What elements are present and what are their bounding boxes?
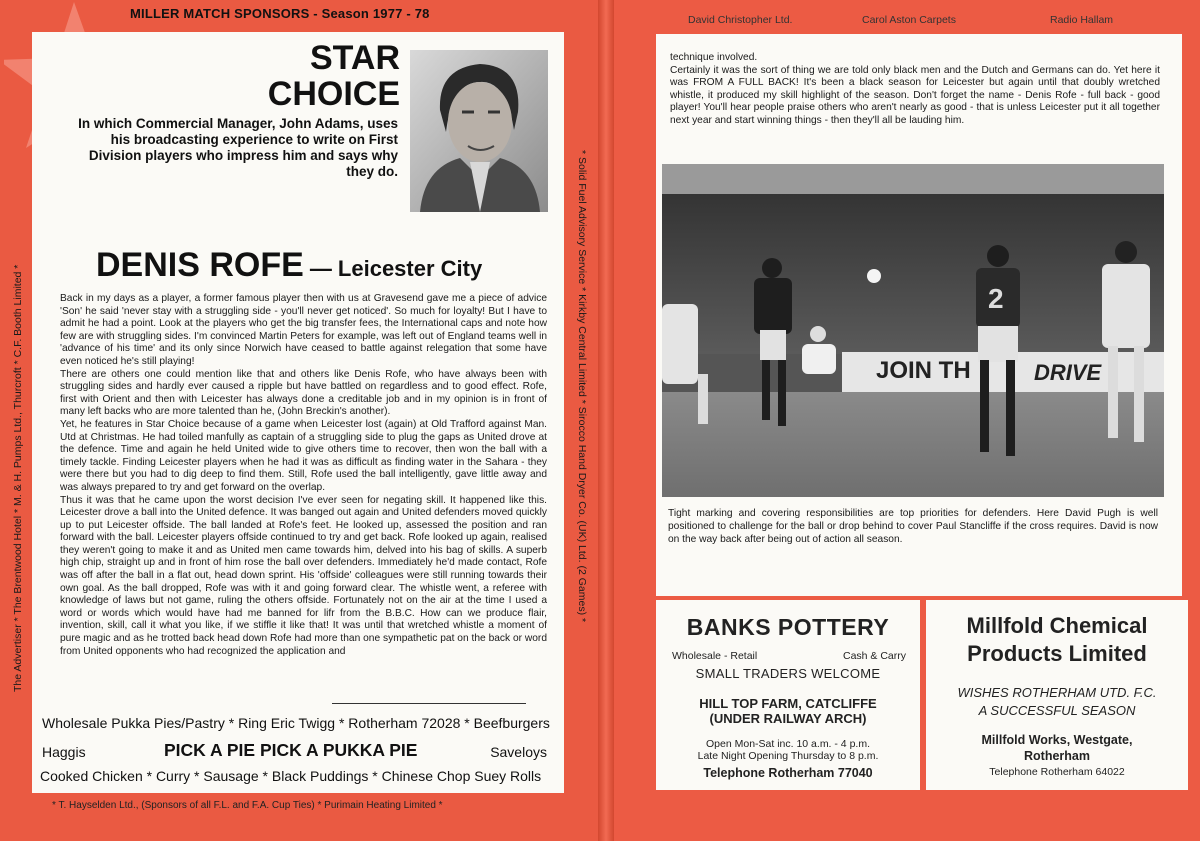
article-paragraph: There are others one could mention like that and others like Denis Rofe, who have always been with struggling sides and hardly ever caused a ripple but have battled on regardless and to good effect. Rofe, first with Orient and then with Leicester has always done a creditable job and in my opinion is in front of many left backs who are more talented than he, (John Breckin's another). — [60, 368, 547, 418]
millfold-wish-line1: WISHES ROTHERHAM UTD. F.C. — [957, 685, 1157, 700]
article-continuation: technique involved. Certainly it was the sort of thing we are told only black men and the Dutch and Germans can do. Yet here it was FROM A FULL BACK! It's been a black season for Leicester but again until that doubly wretched whistle, it produced my skill highlight of the season. Don't forget the name - Denis Rofe - full back - good player! You'll hear people praise others who aren't nearly as good - that is unless Leicester put it all together next year and start winning things - then they'll all be lauding him. — [670, 52, 1160, 126]
author-portrait — [410, 50, 548, 212]
millfold-telephone: Telephone Rotherham 64022 — [989, 766, 1125, 778]
feature-title-line1: STAR — [309, 39, 400, 77]
board-text: DRIVE — [1034, 360, 1102, 385]
banks-telephone: Telephone Rotherham 77040 — [703, 766, 873, 780]
left-margin-sponsors: The Advertiser * The Brentwood Hotel * M. & H. Pumps Ltd., Thurcroft * C.F. Booth Limited * — [12, 264, 24, 692]
banks-cash-carry: Cash & Carry — [842, 650, 906, 662]
pie-ad-saveloys: Saveloys — [490, 744, 547, 760]
millfold-address — [926, 732, 1188, 764]
banks-title: BANKS POTTERY — [686, 614, 890, 640]
match-photo — [662, 164, 1164, 497]
banks-small-traders: SMALL TRADERS WELCOME — [695, 666, 881, 681]
millfold-title — [926, 612, 1188, 668]
pie-ad-line3: Cooked Chicken * Curry * Sausage * Black Puddings * Chinese Chop Suey Rolls — [40, 768, 542, 784]
player-club: — Leicester City — [309, 256, 483, 281]
feature-title-line2: CHOICE — [267, 75, 400, 113]
pie-ad-line1: Wholesale Pukka Pies/Pastry * Ring Eric Twigg * Rotherham 72028 * Beefburgers — [42, 715, 550, 731]
bottom-sponsors: * T. Hayselden Ltd., (Sponsors of all F.L. and F.A. Cup Ties) * Purimain Heating Limited * — [52, 800, 443, 811]
millfold-wish-line2: A SUCCESSFUL SEASON — [978, 703, 1136, 718]
article-body — [60, 293, 547, 658]
pie-ad-slogan: PICK A PIE PICK A PUKKA PIE — [164, 740, 418, 760]
millfold-wish — [926, 684, 1188, 720]
top-sponsor: David Christopher Ltd. — [688, 14, 793, 26]
pie-ad-haggis: Haggis — [42, 744, 86, 760]
banks-address — [656, 696, 920, 726]
right-margin-sponsors: * Solid Fuel Advisory Service * Kirkby Central Limited * Sirocco Hand Dryer Co. (UK) Ltd. (2 Games) * — [576, 150, 588, 623]
page-gutter — [598, 0, 614, 841]
millfold-address-line1: Millfold Works, Westgate, — [981, 733, 1133, 747]
millfold-title-line1: Millfold Chemical — [966, 613, 1148, 638]
millfold-ad — [926, 600, 1188, 790]
banks-hours — [656, 738, 920, 762]
banks-address-line2: (UNDER RAILWAY ARCH) — [709, 711, 867, 726]
banks-hours-line2: Late Night Opening Thursday to 8 p.m. — [697, 750, 879, 762]
banks-hours-line1: Open Mon-Sat inc. 10 a.m. - 4 p.m. — [706, 738, 870, 750]
top-sponsor: Carol Aston Carpets — [862, 14, 956, 26]
millfold-address-line2: Rotherham — [1024, 749, 1090, 763]
article-paragraph: Thus it was that he came upon the worst decision I've ever seen for negating skill. It happened like this. Leicester drove a ball into the United defence. It was banged out again and United defenders moved quickly up to put Leicester offside. The ball landed at Rofe's feet. He looked up, assessed the position and ran forward with the ball. Leicester players offside continued to try and get back. Rofe looked up again, realised they weren't going to make it and as United men came towards him, delved into his bag of skills. A superb high chip, straight up and in front of him rose the ball over defenders. Immediately he'd made contact, Rofe was off after the ball in a flat out, head down sprint. His 'offside' colleagues were still running towards their own goal. As the ball dropped, Rofe was with it and going forward clear. The whistle went, a referee with knowledge of laws but not game, ruling the others offside. Fortunately not on the air at the time I used a word or words which would have had me banned for lifr from the B.B.C. How can we produce flair, invention, skill, call it what you like, if we stiffle it like that! It was until that wretched whistle a moment of pure magic and as he trotted back head down Rofe had more than one sympathetic pat on the back or word from United opponents who had recognized the application and — [60, 494, 547, 657]
banks-wholesale: Wholesale - Retail — [672, 650, 758, 662]
sponsors-banner: MILLER MATCH SPONSORS - Season 1977 - 78 — [130, 6, 430, 21]
banks-address-line1: HILL TOP FARM, CATCLIFFE — [699, 696, 877, 711]
feature-title — [230, 40, 400, 112]
article-headline — [96, 246, 482, 285]
photo-caption: Tight marking and covering responsibilities are top priorities for defenders. Here David Pugh is well positioned to challenge for the ball or drop behind to cover Paul Stancliffe if the cross requires. David is now on the way back after being out of action all season. — [668, 508, 1158, 545]
banks-pottery-ad — [656, 600, 920, 790]
top-sponsors — [640, 14, 1180, 28]
player-name: DENIS ROFE — [96, 246, 304, 284]
article-paragraph: Yet, he features in Star Choice because of a game when Leicester lost (again) at Old Trafford against Man. Utd at Christmas. He had toiled manfully as captain of a struggling side to plug the gaps as United drove at the defence. Time and again he held United wide to give others time to recover, then won the ball with a timely tackle. Finding Leicester players when he had it was as difficult as finding water in the Sahara - they were there but you had to dig deep to find them. Still, Rofe used the ball intelligently, gave little away and was always prepared to try and get forward on the overlap. — [60, 418, 547, 493]
article-paragraph: Back in my days as a player, a former famous player then with us at Gravesend gave me a piece of advice 'Son' he said 'never stay with a struggling side - you'll never get noticed'. So much for loyalty! But I have to admit he had a point. Look at the players who get the big transfer fees, the International caps and note how few are with struggling sides. I'm convinced Martin Peters for example, was left out of England teams well in 'advance of his time' and its only since Norwich have ceased to battle against relegation that some have even noticed he's still playing! — [60, 293, 547, 367]
svg-text:2: 2 — [988, 283, 1004, 314]
millfold-title-line2: Products Limited — [967, 641, 1147, 666]
top-sponsor: Radio Hallam — [1050, 14, 1114, 26]
divider — [332, 703, 526, 704]
pie-ad-line2 — [42, 740, 547, 762]
feature-intro: In which Commercial Manager, John Adams, uses his broadcasting experience to write on First Division players who impress him and says why they do. — [78, 116, 398, 179]
board-text: JOIN TH — [876, 357, 971, 384]
